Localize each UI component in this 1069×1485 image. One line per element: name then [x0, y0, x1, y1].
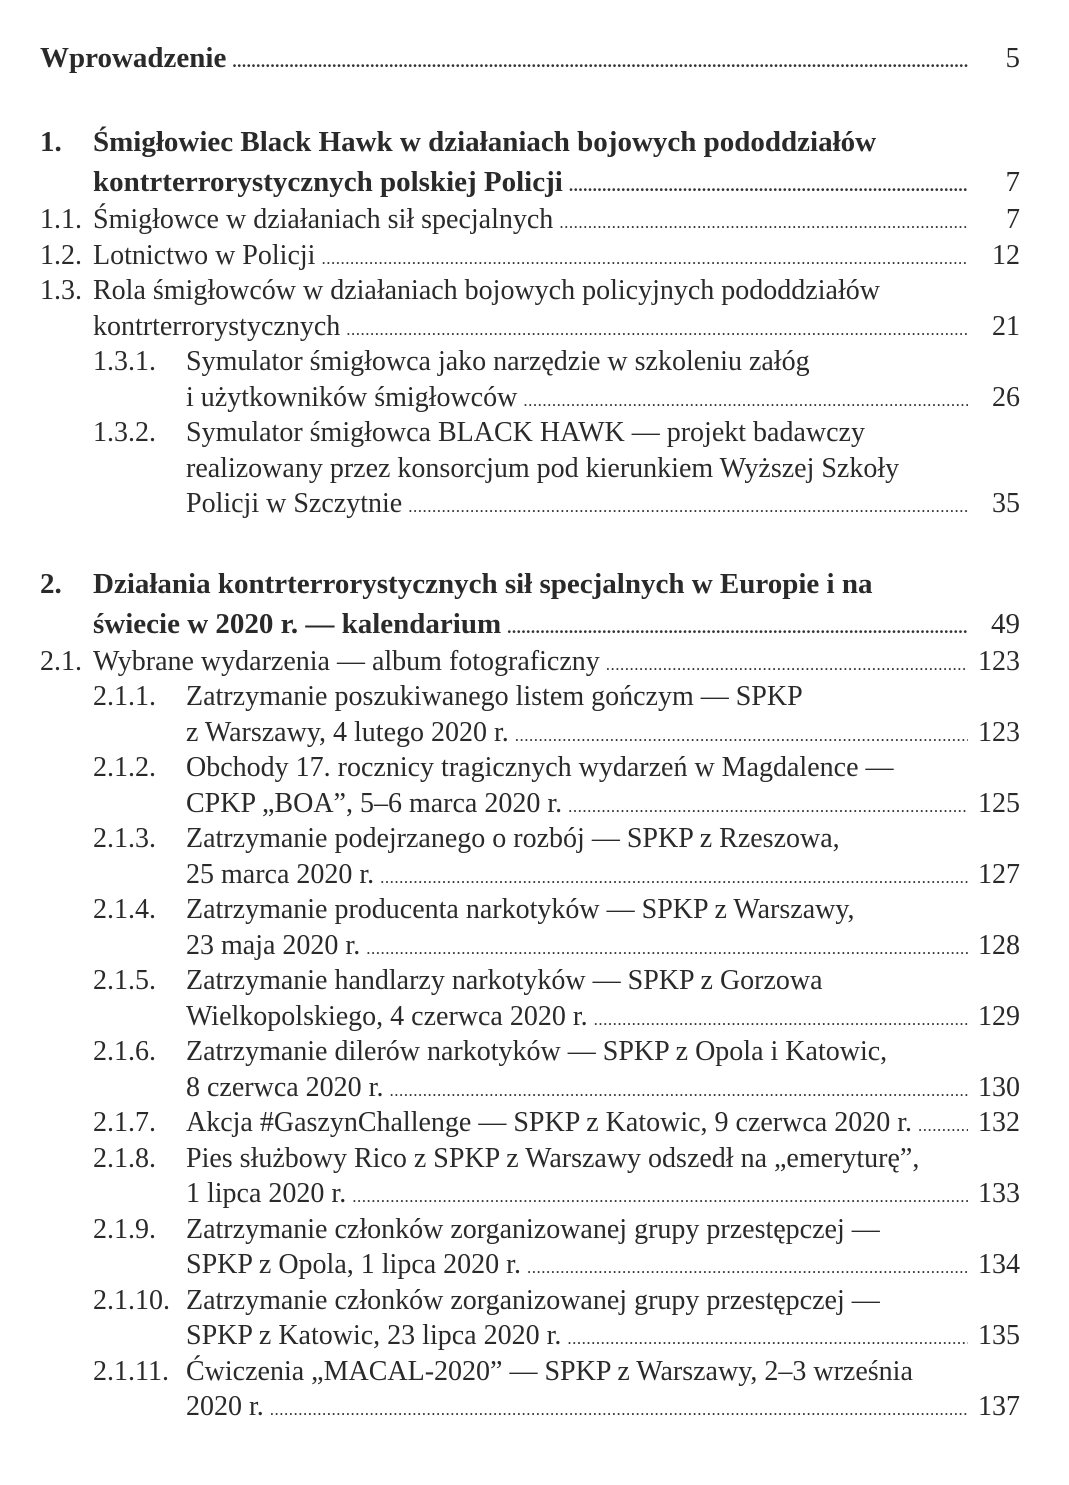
page-number: 128	[978, 929, 1020, 961]
subsection-number: 2.1.9.	[93, 1213, 156, 1245]
toc-line	[186, 928, 1020, 964]
page-number: 132	[978, 1107, 1020, 1138]
entry-title-line: Policji w Szczytnie	[186, 488, 403, 519]
entry-title-line: 25 marca 2020 r.	[186, 858, 375, 890]
subsection-number: 2.1.2.	[93, 752, 156, 783]
toc-line	[93, 644, 1020, 680]
subsection-number: 2.1.11.	[93, 1355, 169, 1387]
page-number: 125	[978, 787, 1020, 819]
toc-entry-2-1-9[interactable]	[40, 1212, 1020, 1283]
entry-title-line: świecie w 2020 r. — kalendarium	[93, 607, 502, 640]
page-number: 7	[1005, 166, 1020, 198]
dot-leader	[507, 608, 968, 648]
subsection-number: 2.1.10.	[93, 1284, 170, 1316]
toc-line	[186, 1176, 1020, 1212]
page-number: 127	[978, 858, 1020, 890]
toc-entry-2-1[interactable]	[40, 644, 1020, 680]
dot-leader	[527, 1250, 968, 1286]
toc-line	[186, 999, 1020, 1035]
toc-entry-1-1[interactable]	[40, 202, 1020, 238]
subsection-number: 2.1.1.	[93, 681, 156, 712]
entry-title-line: Zatrzymanie dilerów narkotyków — SPKP z Opola i Katowic,	[186, 1036, 888, 1067]
subsection-number: 2.1.6.	[93, 1036, 156, 1067]
dot-leader	[918, 1108, 968, 1144]
toc-line	[93, 202, 1020, 238]
toc-line	[186, 786, 1020, 822]
dot-leader	[569, 166, 968, 206]
chapter-number: 2.	[40, 567, 62, 600]
toc-line	[186, 1105, 1020, 1141]
toc-entry-2-1-8[interactable]	[40, 1141, 1020, 1212]
entry-title-line: z Warszawy, 4 lutego 2020 r.	[186, 716, 509, 748]
subsection-number: 2.1.8.	[93, 1142, 156, 1174]
entry-title: Lotnictwo w Policji	[93, 239, 316, 271]
page-number: 26	[992, 381, 1020, 413]
entry-title: Akcja #GaszynChallenge — SPKP z Katowic, 9 czerwca 2020 r.	[186, 1107, 912, 1138]
entry-title-line: 8 czerwca 2020 r.	[186, 1071, 384, 1103]
entry-title-line: Rola śmigłowców w działaniach bojowych policyjnych pododdziałów	[93, 275, 880, 306]
dot-leader	[515, 718, 968, 754]
page-number: 137	[978, 1391, 1020, 1422]
dot-leader	[523, 383, 968, 419]
chapter-number: 1.	[40, 126, 62, 158]
page-number: 133	[978, 1178, 1020, 1209]
entry-title-line: Zatrzymanie podejrzanego o rozbój — SPKP z Rzeszowa,	[186, 823, 840, 854]
section-number: 1.3.	[40, 275, 82, 306]
dot-leader	[606, 647, 968, 683]
toc-entry-2-1-5[interactable]	[40, 963, 1020, 1034]
subsection-number: 2.1.3.	[93, 823, 156, 854]
subsection-number: 1.3.2.	[93, 417, 156, 448]
entry-title-line: Wielkopolskiego, 4 czerwca 2020 r.	[186, 1000, 588, 1032]
toc-entry-1-3[interactable]	[40, 273, 1020, 344]
entry-title-line: kontrterrorystycznych polskiej Policji	[93, 166, 563, 198]
toc-entry-2-1-2[interactable]	[40, 750, 1020, 821]
toc-entry-1-2[interactable]	[40, 238, 1020, 274]
subsection-number: 2.1.7.	[93, 1107, 156, 1138]
section-number: 1.1.	[40, 204, 82, 235]
toc-entry-2-1-1[interactable]	[40, 679, 1020, 750]
page-number: 123	[978, 716, 1020, 748]
toc-line	[93, 604, 1020, 644]
entry-title-line: Symulator śmigłowca jako narzędzie w szkoleniu załóg	[186, 346, 810, 377]
toc-line	[186, 1247, 1020, 1283]
toc-line	[186, 715, 1020, 751]
entry-title: Wprowadzenie	[40, 42, 227, 74]
dot-leader	[389, 1073, 968, 1109]
page-number: 134	[978, 1249, 1020, 1280]
page-number: 135	[978, 1320, 1020, 1351]
toc-entry-2-1-6[interactable]	[40, 1034, 1020, 1105]
entry-title-line: Zatrzymanie poszukiwanego listem gończym — SPKP	[186, 681, 803, 712]
dot-leader	[270, 1392, 968, 1428]
page-number: 21	[992, 310, 1020, 342]
dot-leader	[380, 860, 968, 896]
toc-line	[186, 1389, 1020, 1425]
section-number: 2.1.	[40, 645, 82, 677]
toc-line	[93, 238, 1020, 274]
entry-title: Śmigłowce w działaniach sił specjalnych	[93, 204, 554, 235]
toc-entry-chapter-2[interactable]	[40, 564, 1020, 644]
toc-entry-2-1-3[interactable]	[40, 821, 1020, 892]
section-number: 1.2.	[40, 239, 82, 271]
table-of-contents	[40, 38, 1020, 1425]
dot-leader	[352, 1179, 968, 1215]
toc-entry-2-1-10[interactable]	[40, 1283, 1020, 1354]
dot-leader	[321, 241, 968, 277]
toc-entry-1-3-2[interactable]	[40, 415, 1020, 522]
page-number: 130	[978, 1071, 1020, 1103]
subsection-number: 2.1.5.	[93, 965, 156, 996]
entry-title: Wybrane wydarzenia — album fotograficzny	[93, 645, 600, 677]
toc-line	[93, 309, 1020, 345]
toc-line	[186, 380, 1020, 416]
entry-title-line: Działania kontrterrorystycznych sił specjalnych w Europie i na	[93, 567, 873, 600]
dot-leader	[408, 489, 968, 525]
entry-title-line: Zatrzymanie producenta narkotyków — SPKP z Warszawy,	[186, 894, 855, 925]
entry-title-line: SPKP z Opola, 1 lipca 2020 r.	[186, 1249, 521, 1280]
entry-title-line: i użytkowników śmigłowców	[186, 381, 518, 413]
dot-leader	[567, 1321, 968, 1357]
entry-title-line: 23 maja 2020 r.	[186, 929, 361, 961]
entry-title-line: Obchody 17. rocznicy tragicznych wydarzeń w Magdalence —	[186, 752, 894, 783]
page-number: 49	[991, 607, 1020, 640]
dot-leader	[594, 1002, 968, 1038]
entry-title-line: Pies służbowy Rico z SPKP z Warszawy odszedł na „emeryturę”,	[186, 1142, 920, 1174]
page-number: 123	[978, 645, 1020, 677]
toc-entry-2-1-4[interactable]	[40, 892, 1020, 963]
toc-line	[40, 38, 1020, 78]
page-number: 5	[1005, 42, 1020, 74]
dot-leader	[232, 42, 968, 82]
toc-line	[93, 162, 1020, 202]
toc-entry-2-1-11[interactable]	[40, 1354, 1020, 1425]
subsection-number: 1.3.1.	[93, 346, 156, 377]
entry-title-line: kontrterrorystycznych	[93, 310, 341, 342]
toc-entry-chapter-1[interactable]	[40, 122, 1020, 202]
toc-line	[186, 486, 1020, 522]
toc-entry-2-1-7[interactable]	[40, 1105, 1020, 1141]
dot-leader	[559, 205, 968, 241]
dot-leader	[568, 789, 968, 825]
page-number: 129	[978, 1000, 1020, 1032]
dot-leader	[346, 312, 968, 348]
page-number: 35	[992, 488, 1020, 519]
entry-title-line: Zatrzymanie handlarzy narkotyków — SPKP z Gorzowa	[186, 965, 823, 996]
dot-leader	[366, 931, 968, 967]
entry-title-line: Symulator śmigłowca BLACK HAWK — projekt badawczy	[186, 417, 865, 448]
page-number: 7	[1006, 204, 1020, 235]
entry-title-line: Zatrzymanie członków zorganizowanej grupy przestępczej —	[186, 1213, 880, 1245]
toc-entry-intro[interactable]	[40, 38, 1020, 78]
entry-title-line: SPKP z Katowic, 23 lipca 2020 r.	[186, 1320, 562, 1351]
page-number: 12	[992, 239, 1020, 271]
entry-title-line: realizowany przez konsorcjum pod kierunkiem Wyższej Szkoły	[186, 452, 900, 484]
toc-line	[186, 1070, 1020, 1106]
entry-title-line: Śmigłowiec Black Hawk w działaniach bojowych pododdziałów	[93, 126, 877, 158]
subsection-number: 2.1.4.	[93, 894, 156, 925]
entry-title-line: Ćwiczenia „MACAL-2020” — SPKP z Warszawy, 2–3 września	[186, 1355, 913, 1387]
toc-line	[186, 1318, 1020, 1354]
toc-line	[186, 857, 1020, 893]
toc-entry-1-3-1[interactable]	[40, 344, 1020, 415]
entry-title-line: 2020 r.	[186, 1391, 264, 1422]
entry-title-line: 1 lipca 2020 r.	[186, 1178, 347, 1209]
entry-title-line: Zatrzymanie członków zorganizowanej grupy przestępczej —	[186, 1284, 880, 1316]
entry-title-line: CPKP „BOA”, 5–6 marca 2020 r.	[186, 787, 563, 819]
